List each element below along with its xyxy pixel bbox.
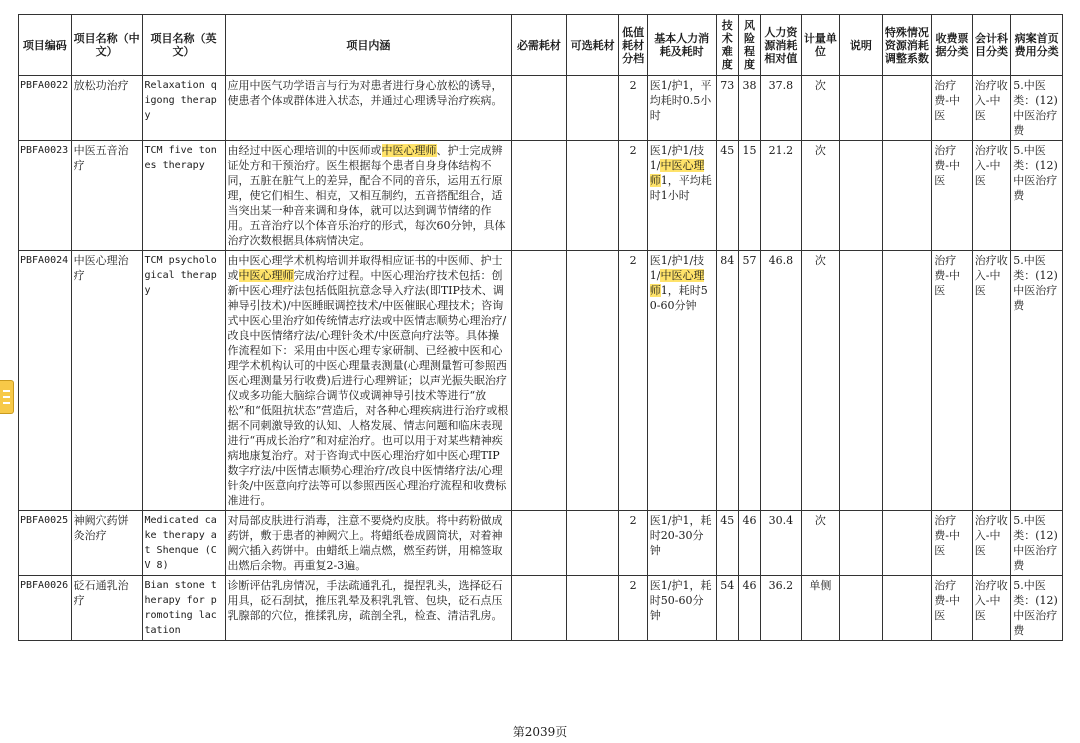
header-tech: 技术难度 [716, 15, 738, 76]
cell-account: 治疗收入-中医 [972, 141, 1010, 251]
cell-case-cat: 5.中医类：(12)中医治疗费 [1011, 76, 1063, 141]
cell-required [512, 141, 567, 251]
cell-labor-value: 21.2 [761, 141, 802, 251]
cell-required [512, 76, 567, 141]
cell-risk: 46 [738, 576, 760, 641]
cell-note [840, 251, 883, 511]
cell-name-cn: 中医五音治疗 [71, 141, 142, 251]
content-text: 由中医心理学术机构培训并取得相应证书的中医师、护士或 [227, 254, 503, 282]
cell-special [882, 76, 932, 141]
cell-name-en: Medicated cake therapy at Shenque (CV 8) [142, 511, 225, 576]
header-special: 特殊情况资源消耗调整系数 [882, 15, 932, 76]
cell-labor-value: 37.8 [761, 76, 802, 141]
cell-low-value: 2 [619, 511, 647, 576]
cell-note [840, 576, 883, 641]
header-low-value: 低值耗材分档 [619, 15, 647, 76]
cell-content [225, 76, 512, 141]
cell-name-en: TCM psychological therapy [142, 251, 225, 511]
cell-name-cn: 砭石通乳治疗 [71, 576, 142, 641]
table-row [19, 511, 1063, 576]
cell-low-value: 2 [619, 251, 647, 511]
cell-content [225, 576, 512, 641]
cell-fee-cat: 治疗费-中医 [932, 511, 973, 576]
cell-case-cat: 5.中医类：(12)中医治疗费 [1011, 251, 1063, 511]
table-row [19, 576, 1063, 641]
header-account: 会计科目分类 [972, 15, 1010, 76]
cell-unit: 次 [801, 76, 839, 141]
cell-code: PBFA0022 [19, 76, 72, 141]
cell-optional [566, 141, 619, 251]
cell-optional [566, 76, 619, 141]
cell-note [840, 141, 883, 251]
labor-highlight: 中医心理师 [649, 159, 705, 187]
table-row [19, 251, 1063, 511]
cell-account: 治疗收入-中医 [972, 511, 1010, 576]
cell-labor-value: 36.2 [761, 576, 802, 641]
cell-risk: 57 [738, 251, 760, 511]
content-text-after: 、护士完成辨证处方和干预治疗。医生根据每个患者自身身体结构不同，五脏在脏气上的差异，配合不同的音乐，运用五行原理，使它们相生、相克，又相互制约，五音搭配组合，适当突出某一种音来调和身体，就可以达到调节情绪的作用。五音治疗以个体音乐治疗的形式，每次60分钟，具体治疗次数根据具体病情决定。 [227, 144, 506, 247]
cell-tech: 45 [716, 141, 738, 251]
content-text-after: 完成治疗过程。中医心理治疗技术包括：创新中医心理疗法包括低阻抗意念导入疗法(即TIP技术、调神导引技术)/中医睡眠调控技术/中医催眠心理技术；咨询式中医心里治疗如传统情志疗法或中医情志顺势心理治疗/改良中医情绪疗法/心理针灸术/中医意向疗法等。具体操作流程如下：采用由中医心理专家研制、已经被中医和心理学术机构认可的中医心理量表测量(心理测量暂可参照西医心理测量另行收费)后进行心理辨证；以声光振失眠治疗仪或多功能大脑综合调节仪或调神导引技术等进行“放松”和“低阻抗状态”营造后，对各种心理疾病进行治疗或根据不同刺激导致的认知、人格发展、情志问题和临床表现进行“再成长治疗”和对症治疗。也可以用于对某些精神疾病地康复治疗。对于咨询式中医心理治疗如中医心理TIP数字疗法/中医情志顺势心理治疗/改良中医情绪疗法/心理针灸/中医意向疗法等可以参照西医心理治疗流程和收费标准进行。 [227, 269, 509, 507]
cell-name-cn: 神阙穴药饼灸治疗 [71, 511, 142, 576]
cell-risk: 46 [738, 511, 760, 576]
cell-case-cat: 5.中医类：(12)中医治疗费 [1011, 576, 1063, 641]
sidebar-toggle-icon[interactable] [0, 380, 14, 414]
cell-content [225, 141, 512, 251]
cell-name-en: TCM five tones therapy [142, 141, 225, 251]
cell-fee-cat: 治疗费-中医 [932, 141, 973, 251]
header-name-cn: 项目名称（中文） [71, 15, 142, 76]
labor-text: 医1/护1，耗时20-30分钟 [649, 514, 712, 557]
header-case-cat: 病案首页费用分类 [1011, 15, 1063, 76]
cell-labor [647, 251, 716, 511]
cell-low-value: 2 [619, 576, 647, 641]
labor-text: 医1/护1/技1/ [649, 254, 705, 282]
cell-fee-cat: 治疗费-中医 [932, 76, 973, 141]
cell-note [840, 76, 883, 141]
cell-note [840, 511, 883, 576]
header-name-en: 项目名称（英文） [142, 15, 225, 76]
cell-name-cn: 放松功治疗 [71, 76, 142, 141]
header-risk: 风险程度 [738, 15, 760, 76]
header-content: 项目内涵 [225, 15, 512, 76]
cell-required [512, 576, 567, 641]
cell-content [225, 251, 512, 511]
content-highlight: 中医心理师 [381, 144, 437, 157]
cell-optional [566, 576, 619, 641]
header-labor-value: 人力资源消耗相对值 [761, 15, 802, 76]
fee-items-table [18, 14, 1063, 641]
labor-text: 医1/护1，耗时50-60分钟 [649, 579, 712, 622]
table-row [19, 141, 1063, 251]
cell-tech: 84 [716, 251, 738, 511]
cell-name-en: Relaxation qigong therapy [142, 76, 225, 141]
content-text: 由经过中医心理培训的中医师或 [227, 144, 382, 157]
cell-special [882, 511, 932, 576]
cell-tech: 45 [716, 511, 738, 576]
cell-optional [566, 251, 619, 511]
content-text: 应用中医气功学语言与行为对患者进行身心放松的诱导，使患者个体或群体进入状态，并通过心理诱导治疗疾病。 [227, 79, 503, 107]
header-fee-cat: 收费票据分类 [932, 15, 973, 76]
content-text: 诊断评估乳房情况，手法疏通乳孔，提捏乳头，选择砭石用具，砭石刮拭，推压乳晕及积乳乳管、包块，砭石点压乳腺部的穴位，推揉乳房，疏剖全乳，检查、清洁乳房。 [227, 579, 503, 622]
cell-labor [647, 141, 716, 251]
cell-code: PBFA0026 [19, 576, 72, 641]
cell-low-value: 2 [619, 141, 647, 251]
document-page [18, 14, 1063, 641]
page-number: 第2039页 [512, 725, 568, 739]
header-unit: 计量单位 [801, 15, 839, 76]
cell-account: 治疗收入-中医 [972, 576, 1010, 641]
labor-text-after: 1，平均耗时1小时 [649, 174, 712, 202]
cell-labor [647, 76, 716, 141]
cell-low-value: 2 [619, 76, 647, 141]
cell-code: PBFA0025 [19, 511, 72, 576]
header-code: 项目编码 [19, 15, 72, 76]
cell-required [512, 511, 567, 576]
table-header-row [19, 15, 1063, 76]
cell-name-cn: 中医心理治疗 [71, 251, 142, 511]
labor-text-after: 1，耗时50-60分钟 [649, 284, 708, 312]
cell-case-cat: 5.中医类：(12)中医治疗费 [1011, 141, 1063, 251]
cell-special [882, 251, 932, 511]
cell-tech: 54 [716, 576, 738, 641]
cell-content [225, 511, 512, 576]
cell-account: 治疗收入-中医 [972, 76, 1010, 141]
cell-unit: 次 [801, 251, 839, 511]
cell-fee-cat: 治疗费-中医 [932, 251, 973, 511]
cell-unit: 单侧 [801, 576, 839, 641]
cell-risk: 38 [738, 76, 760, 141]
labor-highlight: 中医心理师 [649, 269, 705, 297]
cell-name-en: Bian stone therapy for promoting lactation [142, 576, 225, 641]
header-labor: 基本人力消耗及耗时 [647, 15, 716, 76]
content-highlight: 中医心理师 [238, 269, 294, 282]
cell-required [512, 251, 567, 511]
cell-unit: 次 [801, 141, 839, 251]
cell-fee-cat: 治疗费-中医 [932, 576, 973, 641]
cell-labor [647, 576, 716, 641]
cell-unit: 次 [801, 511, 839, 576]
cell-labor [647, 511, 716, 576]
cell-special [882, 141, 932, 251]
header-note: 说明 [840, 15, 883, 76]
cell-case-cat: 5.中医类：(12)中医治疗费 [1011, 511, 1063, 576]
cell-code: PBFA0023 [19, 141, 72, 251]
cell-account: 治疗收入-中医 [972, 251, 1010, 511]
labor-text: 医1/护1，平均耗时0.5小时 [649, 79, 712, 122]
table-row [19, 76, 1063, 141]
cell-risk: 15 [738, 141, 760, 251]
content-text: 对局部皮肤进行消毒，注意不要烧灼皮肤。将中药粉做成药饼，敷于患者的神阙穴上。将蜡纸卷成圆筒状，对着神阙穴插入药饼中。由蜡纸上端点燃，燃至药饼，用棉签取出燃后余物。再重复2-3遍。 [227, 514, 503, 572]
labor-text: 医1/护1/技1/ [649, 144, 705, 172]
cell-optional [566, 511, 619, 576]
cell-tech: 73 [716, 76, 738, 141]
cell-special [882, 576, 932, 641]
cell-code: PBFA0024 [19, 251, 72, 511]
header-optional: 可选耗材 [566, 15, 619, 76]
header-required: 必需耗材 [512, 15, 567, 76]
cell-labor-value: 30.4 [761, 511, 802, 576]
cell-labor-value: 46.8 [761, 251, 802, 511]
